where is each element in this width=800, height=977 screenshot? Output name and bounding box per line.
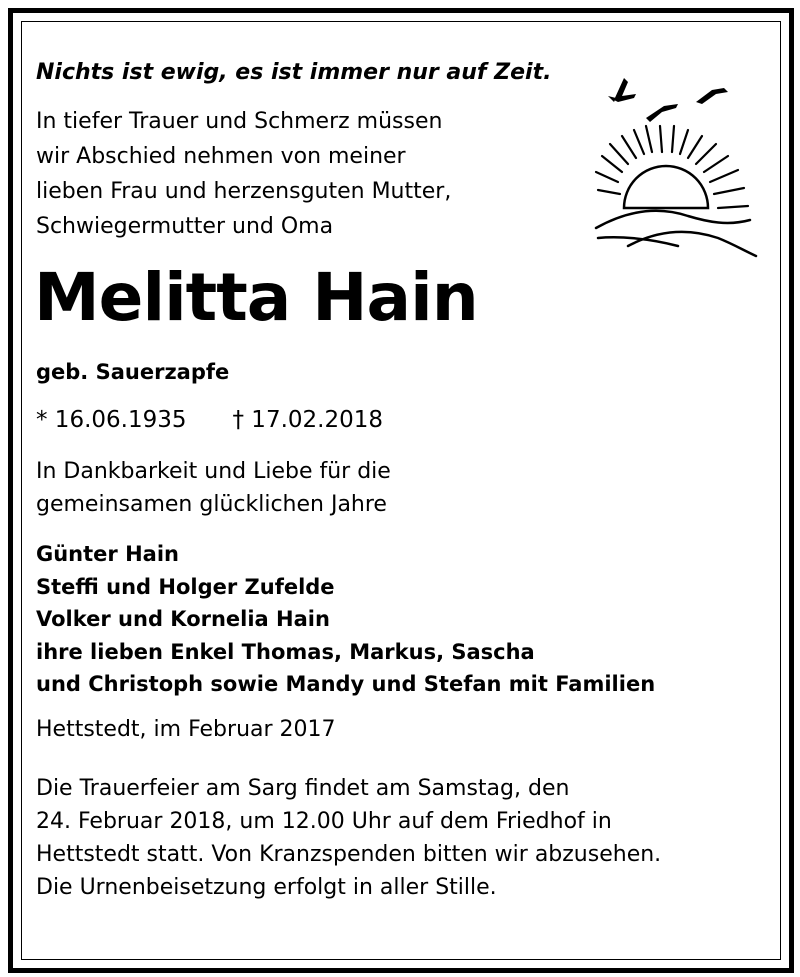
motto: Nichts ist ewig, es ist immer nur auf Zeit. [36, 60, 552, 85]
mourners-list [36, 538, 655, 701]
notice-line: Die Trauerfeier am Sarg findet am Samstag, den [36, 776, 570, 801]
place-date: Hettstedt, im Februar 2017 [36, 717, 336, 742]
mourner: Günter Hain [36, 542, 179, 566]
death-date: † 17.02.2018 [232, 407, 383, 433]
notice-line: Die Urnenbeisetzung erfolgt in aller Stille. [36, 875, 497, 900]
sunset-with-birds-icon [588, 60, 758, 265]
sun [624, 166, 708, 208]
intro-text [36, 104, 451, 244]
birth-date: * 16.06.1935 [36, 407, 187, 433]
thanks-line: In Dankbarkeit und Liebe für die [36, 459, 391, 484]
funeral-notice [36, 772, 661, 904]
notice-line: Hettstedt statt. Von Kranzspenden bitten wir abzusehen. [36, 842, 662, 867]
mourner: Steffi und Holger Zufelde [36, 574, 335, 599]
maiden-name: geb. Sauerzapfe [36, 360, 230, 384]
mourner: ihre lieben Enkel Thomas, Markus, Sascha [36, 639, 535, 664]
intro-line: In tiefer Trauer und Schmerz müssen [36, 109, 443, 134]
bird-icon [696, 88, 728, 104]
notice-line: 24. Februar 2018, um 12.00 Uhr auf dem Friedhof in [36, 809, 612, 834]
bird-icon [646, 104, 678, 122]
hills [596, 211, 756, 256]
intro-line: Schwiegermutter und Oma [36, 214, 334, 239]
birds [608, 78, 728, 122]
life-dates [36, 407, 383, 433]
bird-icon [614, 78, 636, 102]
intro-line: wir Abschied nehmen von meiner [36, 144, 406, 169]
intro-line: lieben Frau und herzensguten Mutter, [36, 179, 452, 204]
deceased-name: Melitta Hain [34, 259, 478, 336]
mourner: und Christoph sowie Mandy und Stefan mit Familien [36, 672, 656, 696]
thanks-text [36, 455, 391, 521]
mourner: Volker und Kornelia Hain [36, 607, 330, 631]
thanks-line: gemeinsamen glücklichen Jahre [36, 492, 387, 517]
